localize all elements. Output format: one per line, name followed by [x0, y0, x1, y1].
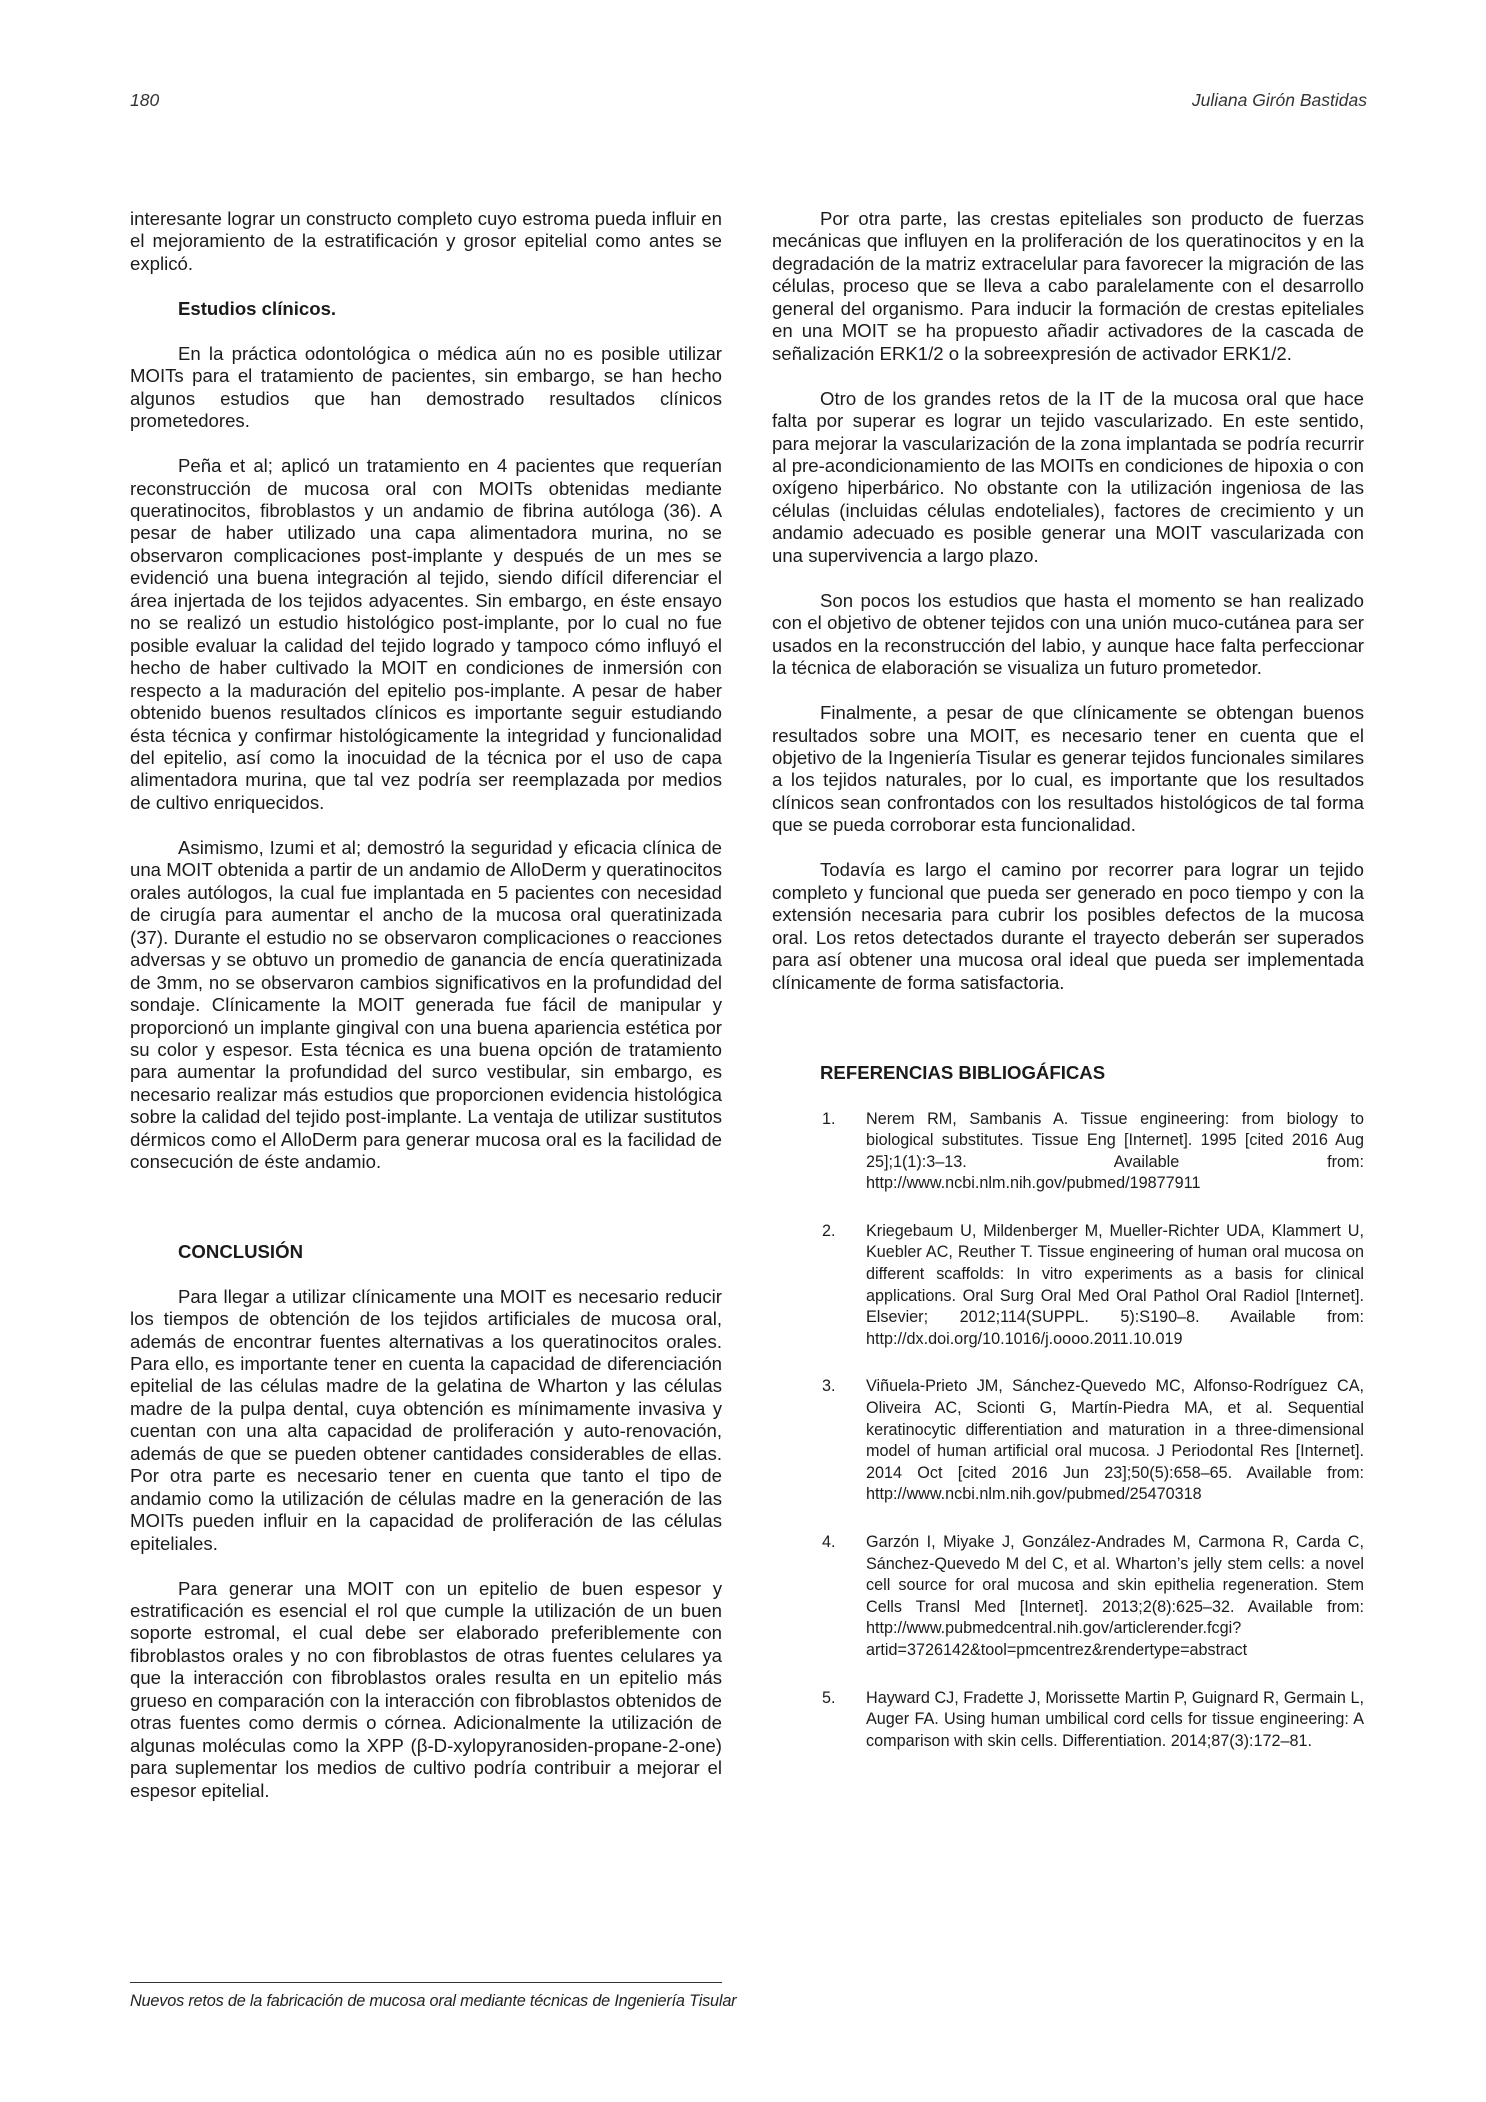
reference-text: Hayward CJ, Fradette J, Morissette Martin P, Guignard R, Germain L, Auger FA. Using human umbilical cord cells for tissue engineering: A comparison with skin cells. Differentiation. 2014;87(3):172–81.: [866, 1688, 1364, 1750]
reference-number: 3.: [822, 1377, 836, 1396]
reference-item: [772, 1688, 1364, 1753]
reference-number: 5.: [822, 1688, 836, 1707]
paragraph: Finalmente, a pesar de que clínicamente se obtengan buenos resultados sobre una MOIT, es necesario tener en cuenta que el objetivo de la Ingeniería Tisular es generar tejidos funcionales similares a los tejidos naturales, por lo cual, es importante que los resultados clínicos sean confrontados con los resultados histológicos de tal forma que se pueda corroborar esta funcionalidad.: [772, 702, 1364, 836]
paragraph: Son pocos los estudios que hasta el momento se han realizado con el objetivo de obtener tejidos con una unión muco-cutánea para ser usados en la reconstrucción del labio, y aunque hace falta perfeccionar la técnica de elaboración se visualiza un futuro prometedor.: [772, 589, 1364, 679]
reference-item: [772, 1221, 1364, 1351]
page-number: 180: [130, 90, 160, 110]
right-column: [772, 208, 1364, 1752]
section-heading-conclusion: CONCLUSIÓN: [178, 1240, 303, 1262]
paragraph: Por otra parte, las crestas epiteliales son producto de fuerzas mecánicas que influyen en la proliferación de los queratinocitos y en la degradación de la matriz extracelular para favorecer la migración de las células, proceso que se lleva a cabo paralelamente con el desarrollo general del organismo. Para inducir la formación de crestas epiteliales en una MOIT se ha propuesto añadir activadores de la cascada de señalización ERK1/2 o la sobreexpresión de activador ERK1/2.: [772, 208, 1364, 364]
references-list: [772, 1109, 1364, 1753]
reference-item: [772, 1376, 1364, 1506]
paragraph: Asimismo, Izumi et al; demostró la seguridad y eficacia clínica de una MOIT obtenida a partir de un andamio de AlloDerm y queratinocitos orales autólogos, la cual fue implantada en 5 pacientes con necesidad de cirugía para aumentar el ancho de la mucosa oral queratinizada (37). Durante el estudio no se observaron complicaciones o reacciones adversas y se obtuvo un promedio de ganancia de encía queratinizada de 3mm, no se observaron cambios significativos en la profundidad del sondaje. Clínicamente la MOIT generada fue fácil de manipular y proporcionó un implante gingival con una buena apariencia estética por su color y espesor. Esta técnica es una buena opción de tratamiento para aumentar la profundidad del surco vestibular, sin embargo, es necesario realizar más estudios que proporcionen evidencia histológica sobre la calidad del tejido post-implante. La ventaja de utilizar sustitutos dérmicos como el AlloDerm para generar mucosa oral es la facilidad de consecución de éste andamio.: [130, 836, 722, 1173]
paragraph: Otro de los grandes retos de la IT de la mucosa oral que hace falta por superar es lograr un tejido vascularizado. En este sentido, para mejorar la vascularización de la zona implantada se podría recurrir al pre-acondicionamiento de las MOITs en condiciones de hipoxia o con oxígeno hiperbárico. No obstante con la utilización ingeniosa de las células (incluidas células endoteliales), factores de crecimiento y un andamio adecuado es posible generar una MOIT vascularizada con una supervivencia a largo plazo.: [772, 387, 1364, 566]
paragraph: interesante lograr un constructo completo cuyo estroma pueda influir en el mejoramiento de la estratificación y grosor epitelial como antes se explicó.: [130, 208, 722, 274]
paragraph: Para llegar a utilizar clínicamente una MOIT es necesario reducir los tiempos de obtención de los tejidos artificiales de mucosa oral, además de encontrar fuentes alternativas a los queratinocitos orales. Para ello, es importante tener en cuenta la capacidad de diferenciación epitelial de las células madre de la gelatina de Wharton y las células madre de la pulpa dental, cuya obtención es mínimamente invasiva y cuentan con una alta capacidad de proliferación y auto-renovación, además de que se pueden obtener cantidades considerables de ellas. Por otra parte es necesario tener en cuenta que tanto el tipo de andamio como la utilización de células madre en la generación de las MOITs pueden influir en la capacidad de proliferación de las células epiteliales.: [130, 1285, 722, 1554]
reference-item: [772, 1532, 1364, 1662]
left-column: [130, 208, 722, 1802]
reference-number: 2.: [822, 1221, 836, 1240]
reference-text: Kriegebaum U, Mildenberger M, Mueller-Richter UDA, Klammert U, Kuebler AC, Reuther T. Tissue engineering of human oral mucosa on different scaffolds: In vitro experiments as a basis for clinical applications. Oral Surg Oral Med Oral Pathol Oral Radiol [Internet]. Elsevier; 2012;114(SUPPL. 5):S190–8. Available from: http://dx.doi.org/10.1016/j.oooo.2011.10.019: [866, 1221, 1364, 1348]
footer-rule: [130, 1982, 722, 1983]
paragraph: Peña et al; aplicó un tratamiento en 4 pacientes que requerían reconstrucción de mucosa oral con MOITs obtenidas mediante queratinocitos, fibroblastos y un andamio de fibrina autóloga (36). A pesar de haber utilizado una capa alimentadora murina, no se observaron complicaciones post-implante y después de un mes se evidenció una buena integración al tejido, siendo difícil diferenciar el área injertada de los tejidos adyacentes. Sin embargo, en éste ensayo no se realizó un estudio histológico post-implante, por lo cual no fue posible evaluar la calidad del tejido logrado y tampoco cómo influyó el hecho de haber cultivado la MOIT en condiciones de inmersión con respecto a la maduración del epitelio pos-implante. A pesar de haber obtenido buenos resultados clínicos es importante seguir estudiando ésta técnica y confirmar histológicamente la integridad y funcionalidad del epitelio, así como la inocuidad de la técnica por el uso de capa alimentadora murina, que tal vez podría ser reemplazada por medios de cultivo enriquecidos.: [130, 455, 722, 813]
paragraph: Para generar una MOIT con un epitelio de buen espesor y estratificación es esencial el rol que cumple la utilización de un buen soporte estromal, el cual debe ser elaborado preferiblemente con fibroblastos orales y no con fibroblastos de otras fuentes celulares ya que la interacción con fibroblastos orales resulta en un epitelio más grueso en comparación con la interacción con fibroblastos obtenidos de otras fuentes como dermis o córnea. Adicionalmente la utilización de algunas moléculas como la XPP (β-D-xylopyranosiden-propane-2-one) para suplementar los medios de cultivo podría contribuir a mejorar el espesor epitelial.: [130, 1577, 722, 1801]
reference-text: Nerem RM, Sambanis A. Tissue engineering: from biology to biological substitutes. Tissue Eng [Internet]. 1995 [cited 2016 Aug 25];1(1):3–13. Available from: http://www.ncbi.nlm.nih.gov/pubmed/19877911: [866, 1109, 1364, 1193]
paragraph: Todavía es largo el camino por recorrer para lograr un tejido completo y funcional que pueda ser generado en poco tiempo y con la extensión necesaria para cubrir los posibles defectos de la mucosa oral. Los retos detectados durante el trayecto deberán ser superados para así obtener una mucosa oral ideal que pueda ser implementada clínicamente de forma satisfactoria.: [772, 859, 1364, 993]
reference-item: [772, 1109, 1364, 1195]
reference-text: Viñuela-Prieto JM, Sánchez-Quevedo MC, Alfonso-Rodríguez CA, Oliveira AC, Scionti G, Martín-Piedra MA, et al. Sequential keratinocytic differentiation and maturation in a three-dimensional model of human artificial oral mucosa. J Periodontal Res [Internet]. 2014 Oct [cited 2016 Jun 23];50(5):658–65. Available from: http://www.ncbi.nlm.nih.gov/pubmed/25470318: [866, 1377, 1364, 1504]
section-heading-estudios: Estudios clínicos.: [178, 297, 337, 319]
reference-text: Garzón I, Miyake J, González-Andrades M, Carmona R, Carda C, Sánchez-Quevedo M del C, et al. Wharton’s jelly stem cells: a novel cell source for oral mucosa and skin epithelia regeneration. Stem Cells Transl Med [Internet]. 2013;2(8):625–32. Available from: http://www.pubmedcentral.nih.gov/articlerender.fcgi?artid=3726142&tool=pmcentrez&rendertype=abstract: [866, 1533, 1364, 1659]
reference-number: 1.: [822, 1109, 836, 1128]
running-footer: Nuevos retos de la fabricación de mucosa oral mediante técnicas de Ingeniería Tisular: [130, 1992, 737, 2010]
reference-number: 4.: [822, 1533, 836, 1551]
paragraph: En la práctica odontológica o médica aún no es posible utilizar MOITs para el tratamiento de pacientes, sin embargo, se han hecho algunos estudios que han demostrado resultados clínicos prometedores.: [130, 342, 722, 432]
references-heading: REFERENCIAS BIBLIOGÁFICAS: [820, 1062, 1106, 1084]
running-header-author: Juliana Girón Bastidas: [1191, 90, 1367, 110]
